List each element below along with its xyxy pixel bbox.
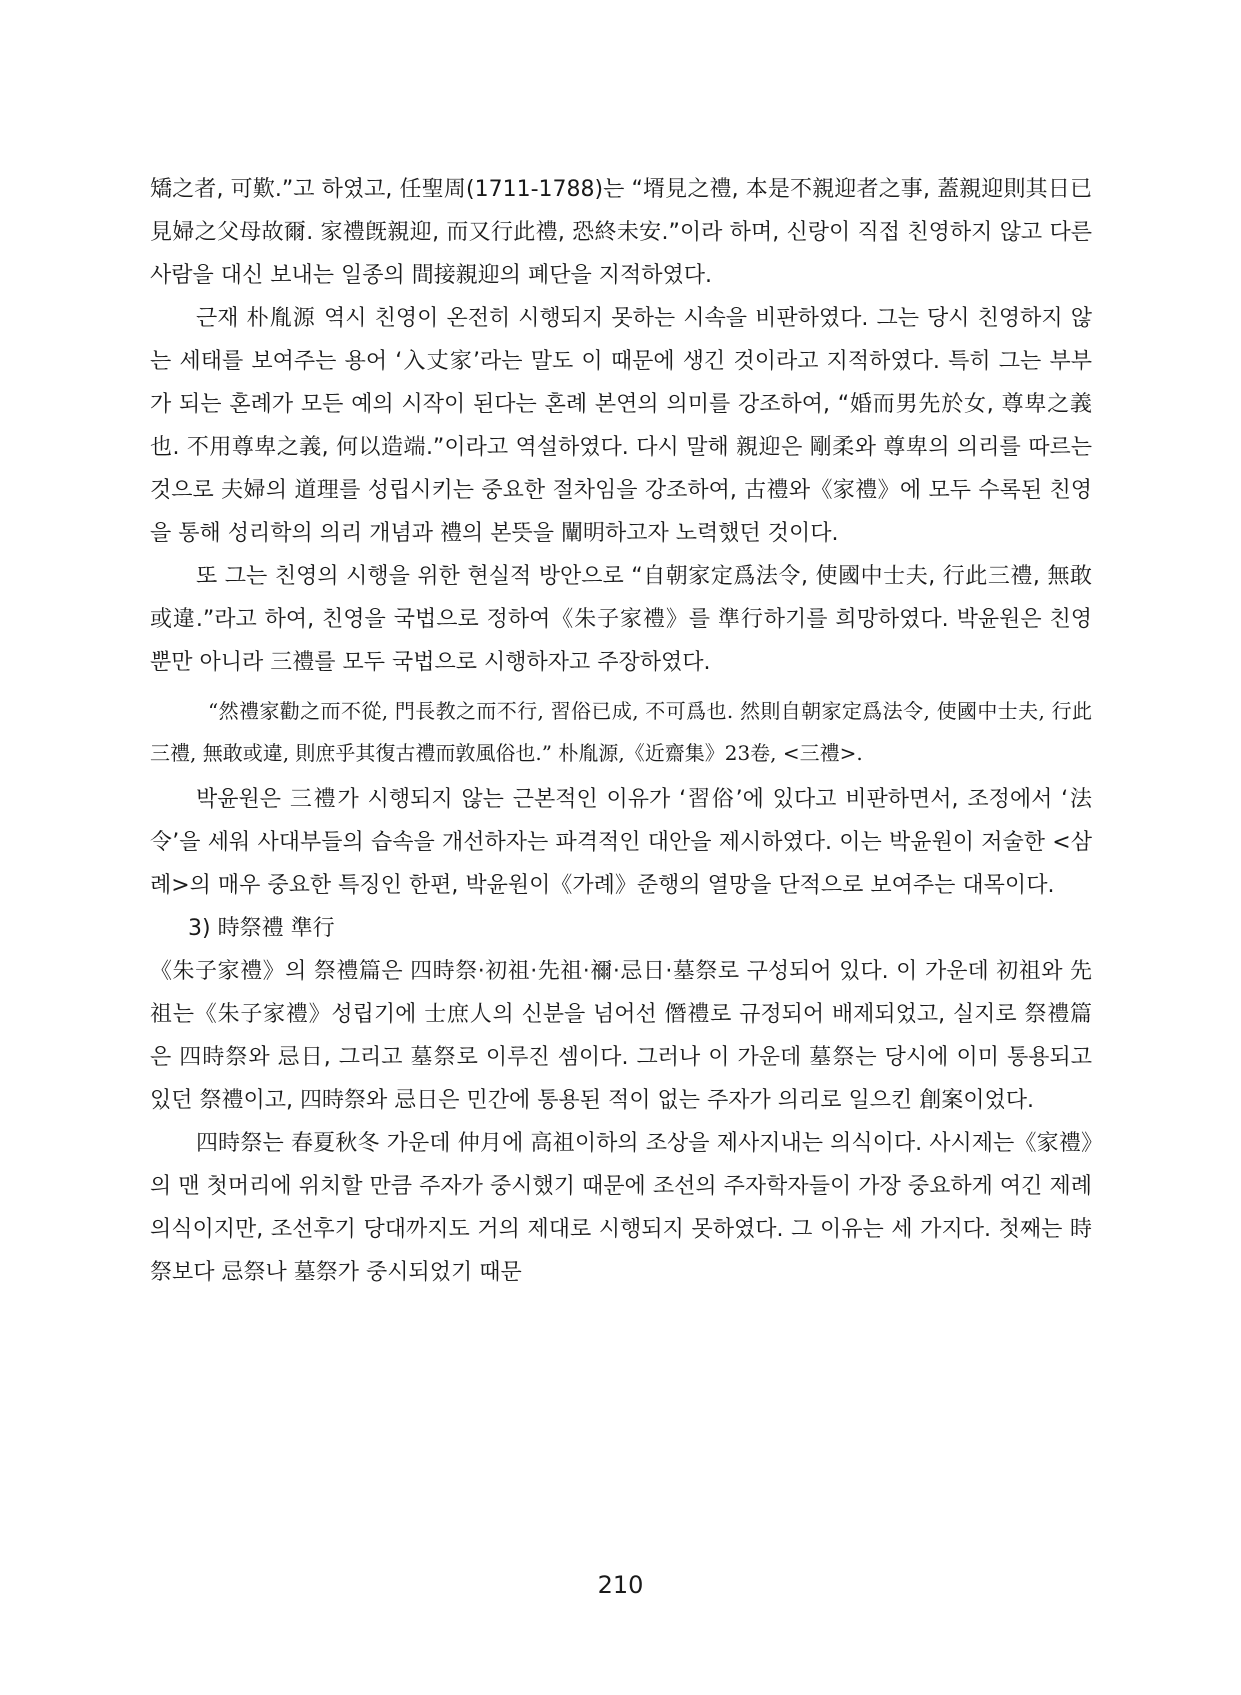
section-heading: 3) 時祭禮 準行 — [188, 916, 335, 941]
page-number: 210 — [597, 1571, 644, 1599]
paragraph-5: 《朱子家禮》의 祭禮篇은 四時祭·初祖·先祖·禰·忌日·墓祭로 구성되어 있다. 이 가운데 初祖와 先祖는《朱子家禮》성립기에 士庶人의 신분을 넘어선 僭禮로 규정되어 배제되었고, 실지로 祭禮篇은 四時祭와 忌日, 그리고 墓祭로 이루진 셈이다. 그러나 이 가운데 墓祭는 당시에 이미 통용되고 있던 祭禮이고, 四時祭와 忌日은 민간에 통용된 적이 없는 주자가 의리로 일으킨 創案이었다. — [150, 959, 1092, 1113]
block-quote: “然禮家勸之而不從, 門長教之而不行, 習俗已成, 不可爲也. 然則自朝家定爲法令, 使國中士夫, 行此三禮, 無敢或違, 則庶乎其復古禮而敦風俗也.” 朴胤源,《近齋集》23卷, <三禮>. — [150, 699, 1092, 765]
paragraph-6: 四時祭는 春夏秋冬 가운데 仲月에 高祖이하의 조상을 제사지내는 의식이다. 사시제는《家禮》의 맨 첫머리에 위치할 만큼 주자가 중시했기 때문에 조선의 주자학자들이 가장 중요하게 여긴 제례의식이지만, 조선후기 당대까지도 거의 제대로 시행되지 못하였다. 그 이유는 세 가지다. 첫째는 時祭보다 忌祭나 墓祭가 중시되었기 때문 — [150, 1131, 1092, 1285]
paragraph-4: 박윤원은 三禮가 시행되지 않는 근본적인 이유가 ‘習俗’에 있다고 비판하면서, 조정에서 ‘法令’을 세워 사대부들의 습속을 개선하자는 파격적인 대안을 제시하였다. 이는 박윤원이 저술한 <삼례>의 매우 중요한 특징인 한편, 박윤원이《가례》준행의 열망을 단적으로 보여주는 대목이다. — [150, 787, 1092, 898]
page-body — [150, 168, 1092, 1294]
paragraph-1: 矯之者, 可歎.”고 하였고, 任聖周(1711-1788)는 “壻見之禮, 本是不親迎者之事, 蓋親迎則其日已見婦之父母故爾. 家禮旣親迎, 而又行此禮, 恐終未安.”이라 하며, 신랑이 직접 친영하지 않고 다른 사람을 대신 보내는 일종의 間接親迎의 폐단을 지적하였다. — [150, 177, 1092, 288]
paragraph-2: 근재 朴胤源 역시 친영이 온전히 시행되지 못하는 시속을 비판하였다. 그는 당시 친영하지 않는 세태를 보여주는 용어 ‘入丈家’라는 말도 이 때문에 생긴 것이라고 지적하였다. 특히 그는 부부가 되는 혼례가 모든 예의 시작이 된다는 혼례 본연의 의미를 강조하여, “婚而男先於女, 尊卑之義也. 不用尊卑之義, 何以造端.”이라고 역설하였다. 다시 말해 親迎은 剛柔와 尊卑의 의리를 따르는 것으로 夫婦의 道理를 성립시키는 중요한 절차임을 강조하여, 古禮와《家禮》에 모두 수록된 친영을 통해 성리학의 의리 개념과 禮의 본뜻을 闡明하고자 노력했던 것이다. — [150, 306, 1092, 546]
paragraph-3: 또 그는 친영의 시행을 위한 현실적 방안으로 “自朝家定爲法令, 使國中士夫, 行此三禮, 無敢或違.”라고 하여, 친영을 국법으로 정하여《朱子家禮》를 準行하기를 희망하였다. 박윤원은 친영뿐만 아니라 三禮를 모두 국법으로 시행하자고 주장하였다. — [150, 564, 1092, 675]
